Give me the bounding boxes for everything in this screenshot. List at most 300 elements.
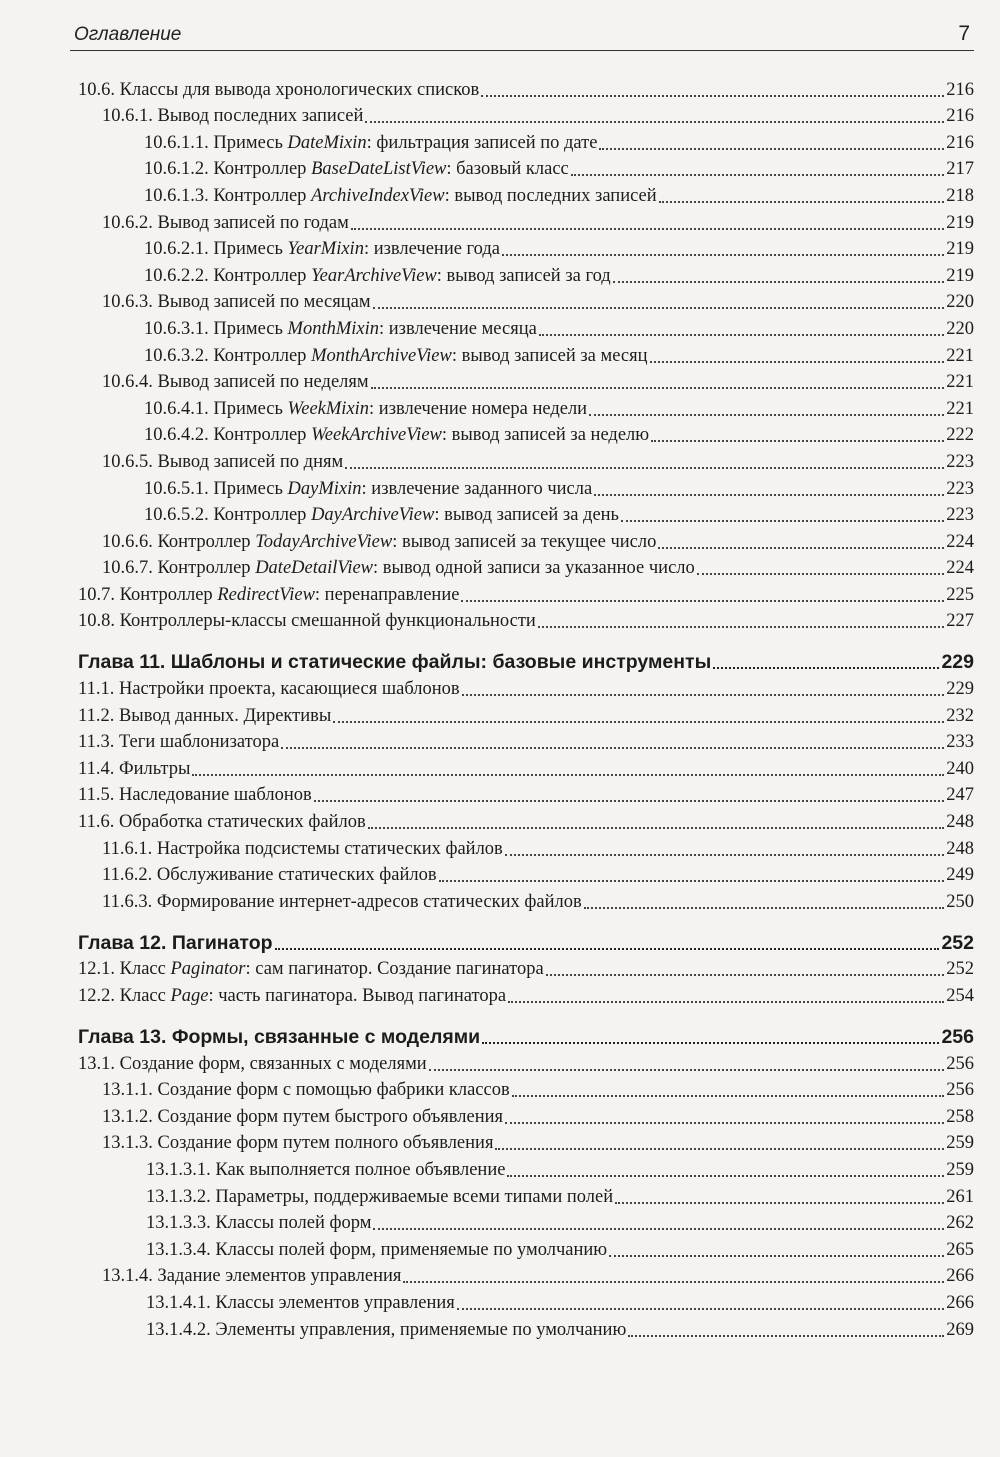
toc-entry-title (146, 1319, 626, 1341)
toc-entry-text: Контроллер (213, 505, 312, 526)
dot-leader (457, 1307, 944, 1310)
toc-entry-number: 13.1.2. (102, 1106, 153, 1127)
toc-page-number: 218 (946, 185, 974, 206)
toc-entry-number: 10.6.7. (102, 558, 153, 579)
toc-entry-title (102, 105, 363, 127)
toc-entry-text: Создание форм путем полного объявления (157, 1133, 494, 1154)
toc-entry (78, 127, 974, 154)
toc-entry (78, 606, 974, 633)
toc-entry-title (144, 238, 500, 260)
toc-entry (78, 1154, 974, 1181)
toc-entry-title (102, 1132, 493, 1154)
dot-leader (512, 1094, 945, 1097)
toc-page-number: 232 (946, 705, 974, 726)
toc-page-number: 248 (946, 838, 974, 859)
dot-leader (584, 906, 945, 909)
toc-page-number: 266 (946, 1292, 974, 1313)
toc-entry-number: 11.4. (78, 758, 115, 779)
toc-entry (78, 1101, 974, 1128)
dot-leader (621, 519, 944, 522)
toc-entry (78, 500, 974, 527)
toc-entry-title (78, 932, 273, 954)
toc-entry-text: Задание элементов управления (157, 1266, 402, 1287)
toc-page-number: 258 (946, 1106, 974, 1127)
dot-leader (659, 200, 945, 203)
toc-entry-text: Глава 12. Пагинатор (78, 931, 273, 954)
toc-entry-text-suffix: : извлечение месяца (379, 318, 537, 339)
toc-page-number: 219 (946, 212, 974, 233)
chapter-gap (78, 1007, 974, 1019)
toc-entry-title (102, 291, 371, 313)
toc-page-number: 216 (946, 79, 974, 100)
dot-leader (505, 1121, 944, 1124)
toc-entry-text: Вывод записей по годам (157, 212, 349, 233)
toc-entry-class-name: MonthArchiveView (311, 345, 452, 366)
toc-chapter-entry (78, 644, 974, 673)
toc-entry-number: 13.1.4.2. (146, 1319, 211, 1340)
toc-entry-text-suffix: : часть пагинатора. Вывод пагинатора (208, 986, 507, 1006)
toc-entry-class-name: BaseDateListView (311, 159, 447, 180)
toc-entry (78, 806, 974, 833)
toc-entry (78, 101, 974, 128)
toc-entry-number: 13.1.3.3. (146, 1213, 211, 1234)
toc-entry-text: Настройки проекта, касающиеся шаблонов (118, 679, 460, 700)
toc-entry-number: 10.6.2.1. (144, 239, 209, 260)
toc-entry-text-suffix: : извлечение заданного числа (361, 478, 593, 499)
toc-entry (78, 860, 974, 887)
toc-entry (78, 154, 974, 181)
toc-entry-title (144, 424, 649, 446)
toc-entry-text: Контроллер (213, 265, 312, 286)
toc-entry-title (146, 1186, 613, 1208)
dot-leader (589, 413, 944, 416)
toc-page-number: 221 (946, 345, 974, 366)
dot-leader (609, 1254, 944, 1257)
toc-entry (78, 700, 974, 727)
toc-entry-class-name: Paginator (170, 959, 246, 980)
toc-entry-text: Вывод записей по дням (157, 451, 344, 472)
toc-page-number: 259 (946, 1133, 974, 1154)
toc-entry-title (144, 345, 648, 367)
toc-entry-number: 11.5. (78, 785, 115, 806)
toc-entry-title (146, 1292, 455, 1314)
toc-entry-number: 10.6.4. (102, 372, 153, 393)
toc-page-number: 266 (946, 1266, 974, 1287)
toc-page-number: 223 (946, 505, 974, 526)
toc-entry-title (102, 864, 437, 886)
dot-leader (495, 1147, 944, 1150)
toc-entry-number: 10.6.4.2. (144, 425, 209, 446)
toc-entry-text-suffix: : вывод записей за неделю (441, 425, 650, 446)
toc-entry-text: Примесь (213, 478, 288, 499)
dot-leader (505, 853, 944, 856)
dot-leader (615, 1201, 944, 1204)
chapter-gap (78, 913, 974, 925)
toc-entry-number: 10.6.1.2. (144, 159, 209, 180)
toc-page-number: 217 (946, 159, 974, 180)
toc-page-number: 233 (946, 732, 974, 753)
toc-entry-text: Создание форм с помощью фабрики классов (157, 1080, 510, 1101)
toc-entry (78, 1075, 974, 1102)
toc-entry-title (78, 678, 460, 700)
toc-page-number: 220 (946, 292, 974, 313)
toc-page-number: 225 (946, 584, 974, 605)
dot-leader (482, 1041, 939, 1044)
toc-entry-number: 10.6.5.2. (144, 505, 209, 526)
toc-entry-text: Формирование интернет-адресов статических файлов (156, 891, 582, 912)
toc-chapter-entry (78, 1019, 974, 1048)
toc-entry-number: 10.6. (78, 79, 115, 100)
dot-leader (594, 493, 944, 496)
toc-entry-text: Примесь (213, 398, 288, 419)
dot-leader (599, 147, 944, 150)
toc-entry-class-name: DateMixin (287, 132, 367, 153)
toc-entry-number: 10.6.5.1. (144, 478, 209, 499)
toc-entry-text: Теги шаблонизатора (118, 732, 280, 753)
toc-entry-title (144, 158, 569, 180)
toc-entry-title (78, 1053, 427, 1075)
toc-entry-title (102, 531, 656, 553)
toc-entry (78, 367, 974, 394)
toc-entry-number: 10.6.4.1. (144, 398, 209, 419)
toc-entry-title (78, 705, 331, 727)
toc-entry-text: Обработка статических файлов (118, 812, 366, 833)
toc-page-number: 223 (946, 478, 974, 499)
dot-leader (281, 746, 944, 749)
toc-entry-title (146, 1239, 607, 1261)
dot-leader (697, 572, 944, 575)
toc-entry-text: Контроллер (157, 531, 256, 552)
toc-page-number: 252 (941, 931, 974, 954)
toc-entry-number: 10.6.3.2. (144, 345, 209, 366)
toc-entry-text-suffix: : сам пагинатор. Создание пагинатора (245, 959, 544, 980)
dot-leader (368, 826, 945, 829)
dot-leader (628, 1334, 944, 1337)
toc-page-number: 224 (946, 531, 974, 552)
toc-page-number: 261 (946, 1186, 974, 1207)
toc-entry-text: Глава 11. Шаблоны и статические файлы: базовые инструменты (78, 651, 712, 674)
toc-page-number: 216 (946, 106, 974, 127)
toc-entry-text: Контроллер (213, 185, 312, 206)
toc-entry-number: 10.6.3.1. (144, 318, 209, 339)
toc-page-number: 221 (946, 372, 974, 393)
toc-entry (78, 526, 974, 553)
toc-entry (78, 340, 974, 367)
toc-page-number: 222 (946, 425, 974, 446)
toc-page-number: 252 (946, 959, 974, 980)
toc-entry-title (78, 584, 459, 606)
toc-entry-number: 13.1.4.1. (146, 1292, 211, 1313)
toc-entry-title (144, 132, 597, 154)
dot-leader (345, 466, 944, 469)
toc-entry-text: Контроллер (157, 558, 256, 579)
dot-leader (651, 439, 944, 442)
toc-entry-text: Вывод записей по неделям (157, 372, 369, 393)
toc-entry-title (146, 1159, 505, 1181)
toc-entry-title (78, 784, 312, 806)
toc-entry-number: 13.1.3.2. (146, 1186, 211, 1207)
toc-entry-text-suffix: : вывод последних записей (444, 185, 657, 206)
toc-entry-title (144, 185, 657, 207)
toc-entry-title (78, 1026, 480, 1048)
toc-entry-class-name: DateDetailView (255, 558, 374, 579)
toc-page-number: 240 (946, 758, 974, 779)
toc-entry-text: Вывод записей по месяцам (157, 292, 371, 313)
toc-page-number: 247 (946, 785, 974, 806)
dot-leader (373, 306, 945, 309)
toc-entry-text: Примесь (213, 318, 288, 339)
toc-entry (78, 1287, 974, 1314)
toc-entry (78, 579, 974, 606)
toc-entry-number: 10.8. (78, 611, 115, 632)
toc-entry-class-name: Page (170, 986, 209, 1006)
toc-entry-title (78, 610, 536, 632)
toc-page-number: 219 (946, 239, 974, 260)
toc-entry-text-suffix: : вывод записей за текущее число (392, 531, 657, 552)
toc-entry-text: Наследование шаблонов (118, 785, 312, 806)
dot-leader (613, 280, 945, 283)
toc-entry-number: 12.1. (78, 959, 115, 980)
toc-entry-text-suffix: : извлечение года (363, 239, 501, 260)
dot-leader (538, 625, 944, 628)
toc-entry-text: Элементы управления, применяемые по умолчанию (215, 1319, 627, 1340)
dot-leader (351, 227, 944, 230)
toc-entry-text: Обслуживание статических файлов (156, 865, 437, 886)
toc-entry-number: 11.1. (78, 679, 115, 700)
dot-leader (650, 360, 945, 363)
toc-page-number: 259 (946, 1159, 974, 1180)
toc-entry-text: Классы полей форм (215, 1213, 372, 1234)
toc-page-number: 256 (941, 1026, 974, 1048)
toc-page-number: 229 (946, 679, 974, 700)
dot-leader (314, 799, 945, 802)
toc-entry-text: Фильтры (118, 758, 191, 779)
table-of-contents (78, 74, 974, 1341)
toc-entry (78, 780, 974, 807)
toc-entry (78, 446, 974, 473)
toc-entry (78, 473, 974, 500)
toc-entry (78, 727, 974, 754)
toc-entry-text-suffix: : извлечение номера недели (369, 398, 588, 419)
dot-leader (508, 1000, 944, 1003)
toc-entry-text-suffix: : вывод записей за месяц (451, 345, 648, 366)
toc-entry-text-suffix: : базовый класс (446, 159, 569, 180)
toc-page-number: 224 (946, 558, 974, 579)
toc-entry-title (102, 557, 695, 579)
toc-entry-text: Контроллер (213, 345, 312, 366)
toc-entry-title (102, 891, 582, 913)
toc-entry (78, 313, 974, 340)
toc-entry-text: Класс (119, 986, 171, 1006)
dot-leader (461, 599, 944, 602)
toc-entry-number: 10.6.5. (102, 451, 153, 472)
toc-entry-number: 13.1.3.4. (146, 1239, 211, 1260)
toc-entry (78, 74, 974, 101)
dot-leader (192, 773, 944, 776)
toc-entry-number: 10.6.1.1. (144, 132, 209, 153)
toc-entry-title (78, 79, 479, 101)
toc-page-number: 269 (946, 1319, 974, 1340)
toc-entry (78, 1234, 974, 1261)
dot-leader (439, 879, 945, 882)
toc-page-number: 229 (941, 651, 974, 674)
toc-entry-number: 10.6.2.2. (144, 265, 209, 286)
toc-entry-title (78, 758, 190, 780)
toc-entry-text: Как выполняется полное объявление (215, 1159, 506, 1180)
toc-entry (78, 553, 974, 580)
toc-entry (78, 954, 974, 981)
toc-entry-text: Класс (119, 959, 171, 980)
toc-chapter-entry (78, 925, 974, 954)
toc-page-number: 250 (946, 891, 974, 912)
toc-entry-number: 10.6.1. (102, 106, 153, 127)
toc-entry-class-name: YearArchiveView (311, 265, 437, 286)
toc-entry (78, 1048, 974, 1075)
toc-entry (78, 980, 974, 1007)
toc-entry-number: 10.6.3. (102, 292, 153, 313)
toc-entry-text: Контроллер (213, 159, 312, 180)
toc-entry-number: 13.1.3.1. (146, 1159, 211, 1180)
toc-entry-number: 10.6.1.3. (144, 185, 209, 206)
toc-entry-class-name: RedirectView (217, 584, 315, 605)
toc-entry (78, 420, 974, 447)
toc-entry (78, 1208, 974, 1235)
toc-entry-title (144, 504, 619, 526)
running-header (70, 20, 974, 51)
toc-entry-title (102, 371, 369, 393)
toc-entry-text-suffix: : вывод записей за год (436, 265, 611, 286)
toc-page-number: 220 (946, 318, 974, 339)
toc-entry-text-suffix: : фильтрация записей по дате (366, 132, 598, 153)
toc-entry-title (146, 1212, 371, 1234)
toc-entry-title (78, 958, 544, 980)
toc-entry-number: 13.1.4. (102, 1266, 153, 1287)
toc-entry-class-name: ArchiveIndexView (311, 185, 445, 206)
toc-entry (78, 886, 974, 913)
toc-entry-title (78, 811, 366, 833)
dot-leader (713, 666, 939, 669)
toc-entry-text: Классы элементов управления (215, 1292, 455, 1313)
toc-page-number: 262 (946, 1213, 974, 1234)
toc-entry-number: 11.2. (78, 705, 115, 726)
toc-entry-class-name: WeekArchiveView (311, 425, 442, 446)
toc-entry-number: 13.1. (78, 1053, 115, 1074)
toc-entry (78, 1181, 974, 1208)
toc-entry-number: 13.1.3. (102, 1133, 153, 1154)
toc-entry-text: Настройка подсистемы статических файлов (156, 838, 503, 859)
toc-entry-number: 13.1.1. (102, 1080, 153, 1101)
toc-entry-title (78, 985, 506, 1007)
dot-leader (365, 120, 944, 123)
toc-entry-class-name: MonthMixin (287, 318, 379, 339)
toc-page-number: 216 (946, 132, 974, 153)
dot-leader (571, 173, 944, 176)
toc-entry-number: 11.6.1. (102, 838, 153, 859)
toc-entry-class-name: DayMixin (287, 478, 362, 499)
dot-leader (373, 1227, 944, 1230)
toc-entry (78, 260, 974, 287)
toc-entry-class-name: TodayArchiveView (255, 531, 393, 552)
toc-entry-title (102, 1265, 401, 1287)
toc-entry (78, 234, 974, 261)
toc-entry-text-suffix: : вывод записей за день (434, 505, 619, 526)
toc-entry-number: 10.7. (78, 584, 115, 605)
toc-entry (78, 393, 974, 420)
toc-entry (78, 1261, 974, 1288)
toc-page-number: 227 (946, 611, 974, 632)
toc-entry-title (144, 478, 592, 500)
toc-page-number: 265 (946, 1239, 974, 1260)
toc-entry-text: Классы для вывода хронологических списков (119, 79, 480, 100)
toc-entry-title (144, 265, 611, 287)
dot-leader (429, 1068, 945, 1071)
toc-page-number: 249 (946, 865, 974, 886)
toc-entry-text: Примесь (213, 239, 288, 260)
toc-entry (78, 673, 974, 700)
toc-entry-text: Глава 13. Формы, связанные с моделями (78, 1026, 481, 1048)
toc-entry-class-name: WeekMixin (287, 398, 370, 419)
toc-entry-text: Создание форм, связанных с моделями (119, 1053, 427, 1074)
toc-entry-text: Примесь (213, 132, 288, 153)
toc-entry-text: Вывод данных. Директивы (118, 705, 332, 726)
toc-page-number: 254 (946, 986, 974, 1006)
toc-entry-number: 12.2. (78, 986, 115, 1006)
toc-entry-title (144, 398, 587, 420)
toc-entry-title (102, 212, 349, 234)
toc-page-number: 256 (946, 1080, 974, 1101)
header-title: Оглавление (74, 24, 182, 45)
dot-leader (333, 720, 944, 723)
toc-entry-title (78, 651, 711, 673)
toc-entry-title (102, 1079, 510, 1101)
toc-entry-title (144, 318, 537, 340)
toc-page-number: 223 (946, 451, 974, 472)
dot-leader (546, 973, 945, 976)
dot-leader (403, 1280, 944, 1283)
toc-entry (78, 1314, 974, 1341)
toc-page-number: 256 (946, 1053, 974, 1074)
toc-entry-text: Создание форм путем быстрого объявления (157, 1106, 504, 1127)
toc-entry-class-name: DayArchiveView (311, 505, 435, 526)
chapter-gap (78, 632, 974, 644)
toc-entry-text: Параметры, поддерживаемые всеми типами полей (215, 1186, 614, 1207)
toc-entry-class-name: YearMixin (287, 239, 364, 260)
dot-leader (539, 333, 944, 336)
toc-entry-text: Контроллеры-классы смешанной функциональности (119, 611, 536, 632)
dot-leader (502, 253, 944, 256)
toc-entry-text-suffix: : вывод одной записи за указанное число (373, 558, 695, 579)
toc-entry-number: 10.6.6. (102, 531, 153, 552)
dot-leader (507, 1174, 944, 1177)
toc-entry-title (102, 838, 503, 860)
toc-entry-number: 11.3. (78, 732, 115, 753)
toc-entry-title (78, 731, 279, 753)
dot-leader (481, 94, 944, 97)
toc-entry-text-suffix: : перенаправление (314, 584, 460, 605)
dot-leader (371, 386, 945, 389)
toc-entry-number: 11.6.3. (102, 891, 153, 912)
toc-entry (78, 753, 974, 780)
toc-entry (78, 833, 974, 860)
toc-entry (78, 180, 974, 207)
toc-page-number: 221 (946, 398, 974, 419)
toc-entry-text: Классы полей форм, применяемые по умолчанию (215, 1239, 608, 1260)
toc-entry-text: Контроллер (213, 425, 312, 446)
header-page-number: 7 (958, 22, 970, 45)
toc-page-number: 248 (946, 812, 974, 833)
toc-entry-text: Контроллер (119, 584, 218, 605)
toc-entry-number: 10.6.2. (102, 212, 153, 233)
